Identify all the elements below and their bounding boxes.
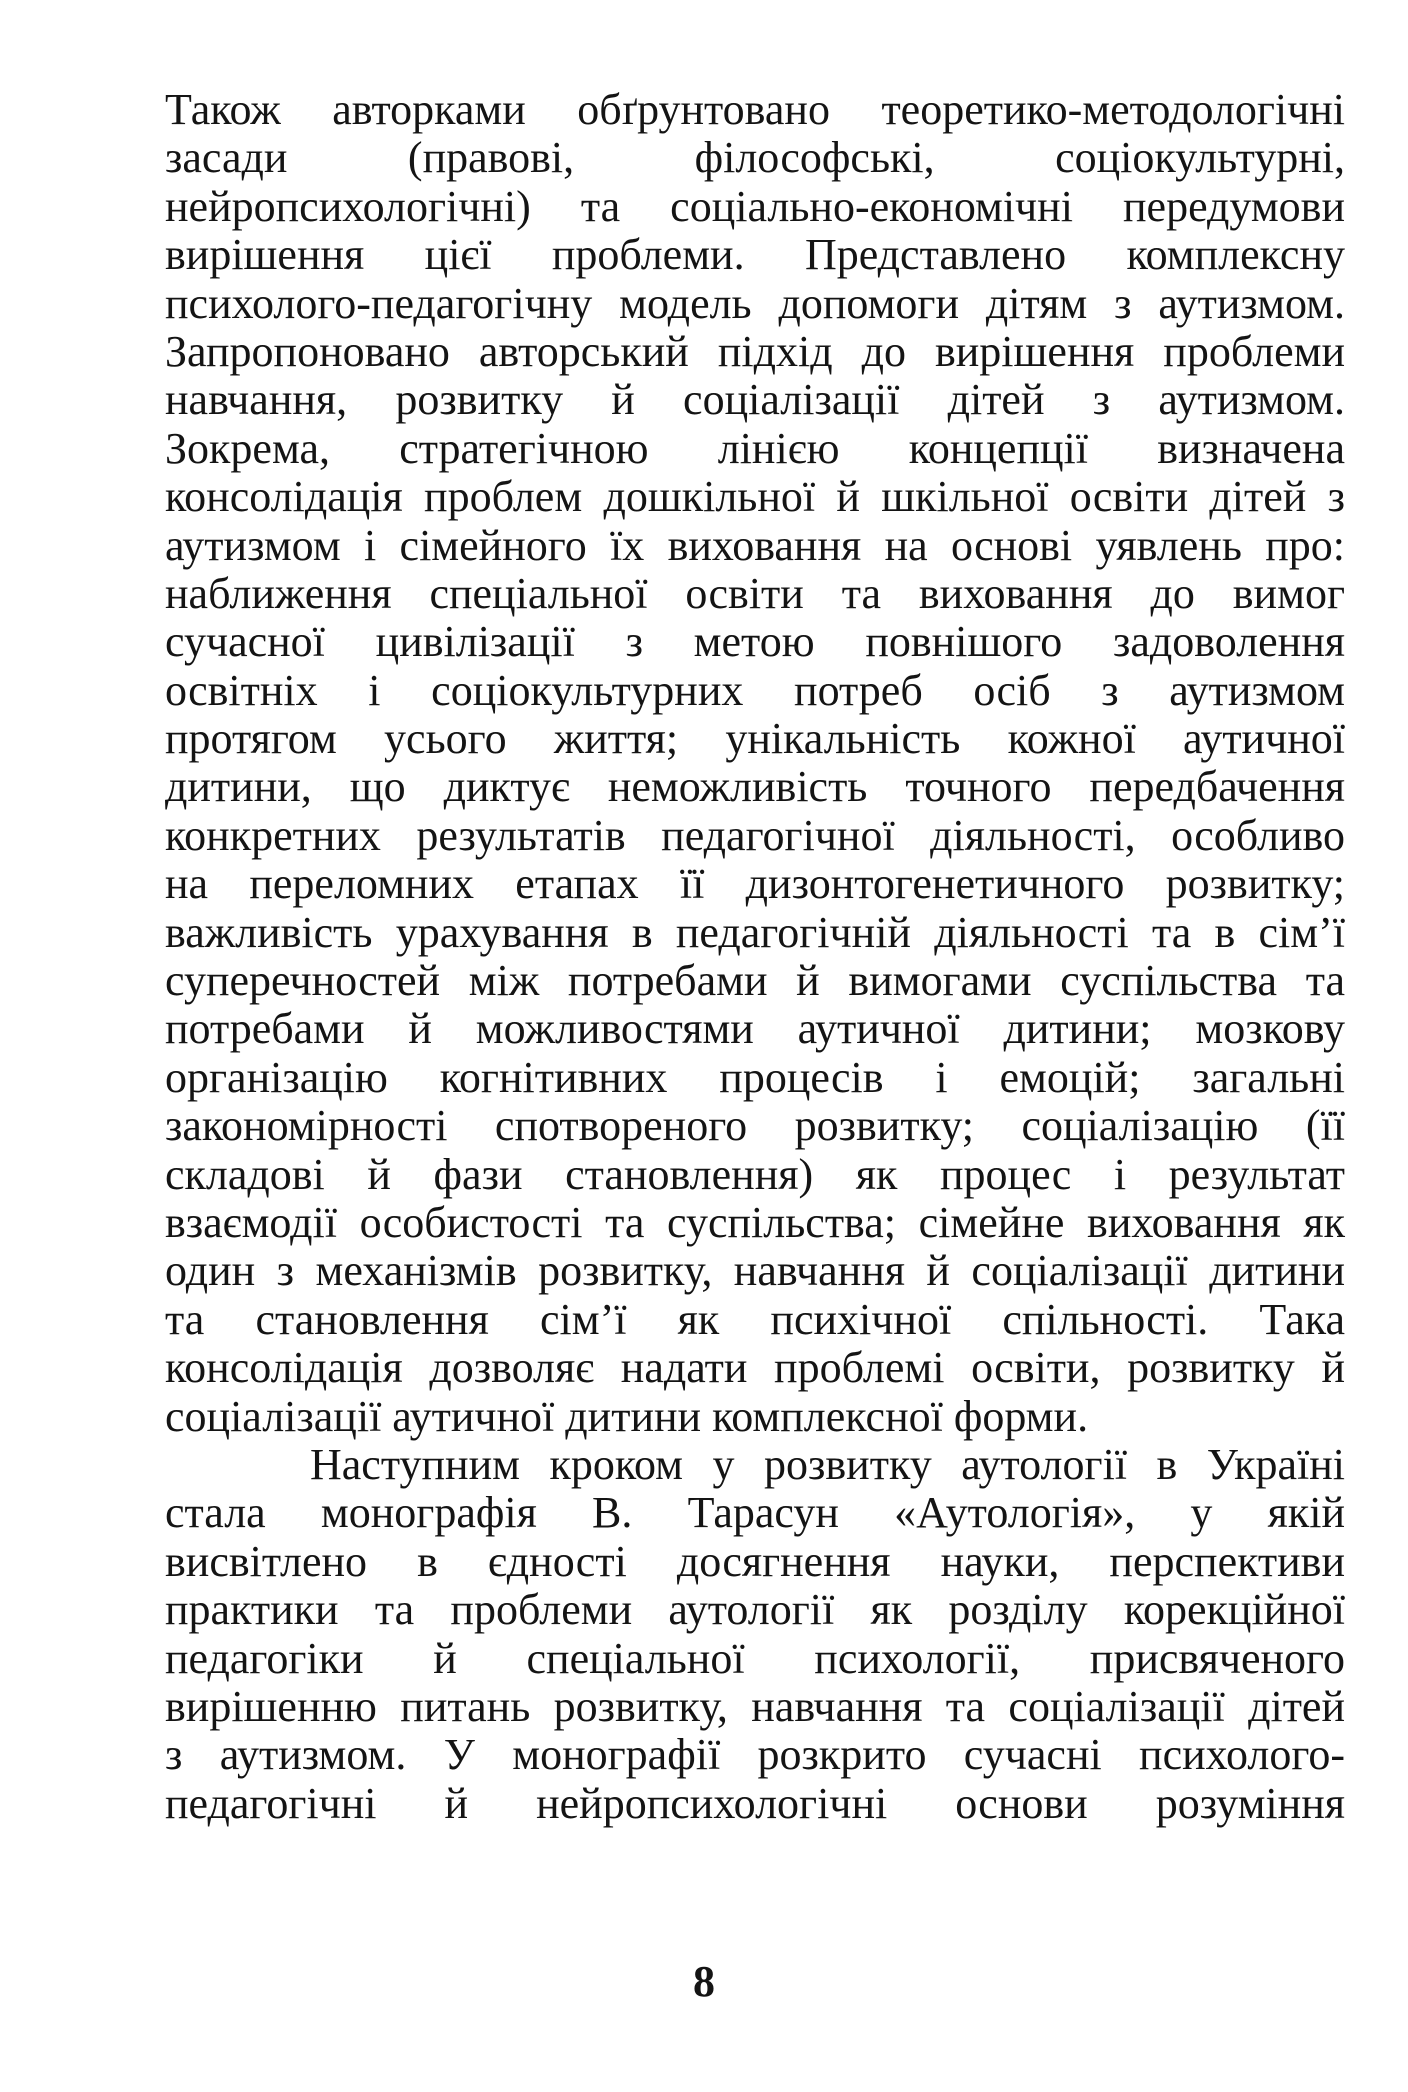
text-line: аутизмом і сімейного їх виховання на основі уявлень про: [165, 520, 1345, 570]
text-line: конкретних результатів педагогічної діяльності, особливо [165, 810, 1345, 860]
text-line: потребами й можливостями аутичної дитини; мозкову [165, 1004, 1345, 1054]
text-line: закономірності спотвореного розвитку; соціалізацію (її [165, 1101, 1345, 1151]
text-line: з аутизмом. У монографії розкрито сучасні психолого- [165, 1730, 1345, 1780]
text-line: сучасної цивілізації з метою повнішого задоволення [165, 617, 1345, 667]
text-line: практики та проблеми аутології як розділу корекційної [165, 1585, 1345, 1635]
text-line: навчання, розвитку й соціалізації дітей з аутизмом. [165, 375, 1345, 425]
page-number: 8 [693, 1957, 715, 2006]
text-line: нейропсихологічні) та соціально-економічні передумови [165, 181, 1345, 231]
text-line: на переломних етапах її дизонтогенетичного розвитку; [165, 859, 1345, 909]
text-line: організацію когнітивних процесів і емоцій; загальні [165, 1052, 1345, 1102]
text-line: Наступним кроком у розвитку аутології в Україні [310, 1439, 1345, 1489]
text-line: психолого-педагогічну модель допомоги дітям з аутизмом. [165, 278, 1345, 328]
text-line: протягом усього життя; унікальність кожної аутичної [165, 714, 1345, 764]
text-line: консолідація дозволяє надати проблемі освіти, розвитку й [165, 1343, 1345, 1393]
paragraph-1 [165, 86, 1345, 1441]
text-line: вирішенню питань розвитку, навчання та соціалізації дітей [165, 1681, 1345, 1731]
text-line: консолідація проблем дошкільної й шкільної освіти дітей з [165, 472, 1345, 522]
body-text [165, 86, 1345, 1828]
paragraph-2 [165, 1441, 1345, 1828]
text-line: Також авторками обґрунтовано теоретико-методологічні [165, 85, 1345, 134]
text-line: суперечностей між потребами й вимогами суспільства та [165, 956, 1345, 1006]
text-line: вирішення цієї проблеми. Представлено комплексну [165, 230, 1345, 280]
text-line: висвітлено в єдності досягнення науки, перспективи [165, 1536, 1345, 1586]
text-line: педагогіки й спеціальної психології, присвяченого [165, 1633, 1345, 1683]
text-line: дитини, що диктує неможливість точного передбачення [165, 762, 1345, 812]
text-line: наближення спеціальної освіти та виховання до вимог [165, 568, 1345, 618]
text-line: засади (правові, філософські, соціокультурні, [165, 133, 1345, 183]
text-line: стала монографія В. Тарасун «Аутологія», у якій [165, 1488, 1345, 1538]
text-line: важливість урахування в педагогічній діяльності та в сім’ї [165, 907, 1345, 957]
text-line: один з механізмів розвитку, навчання й соціалізації дитини [165, 1246, 1345, 1296]
text-line: Запропоновано авторський підхід до вирішення проблеми [165, 326, 1345, 376]
text-line: складові й фази становлення) як процес і результат [165, 1149, 1345, 1199]
text-line: взаємодії особистості та суспільства; сімейне виховання як [165, 1197, 1345, 1247]
text-line: Зокрема, стратегічною лінією концепції визначена [165, 423, 1345, 473]
text-line: та становлення сім’ї як психічної спільності. Така [165, 1294, 1345, 1344]
text-line: освітніх і соціокультурних потреб осіб з аутизмом [165, 665, 1345, 715]
text-line: педагогічні й нейропсихологічні основи розуміння [165, 1778, 1345, 1828]
text-line: соціалізації аутичної дитини комплексної форми. [165, 1391, 1089, 1441]
